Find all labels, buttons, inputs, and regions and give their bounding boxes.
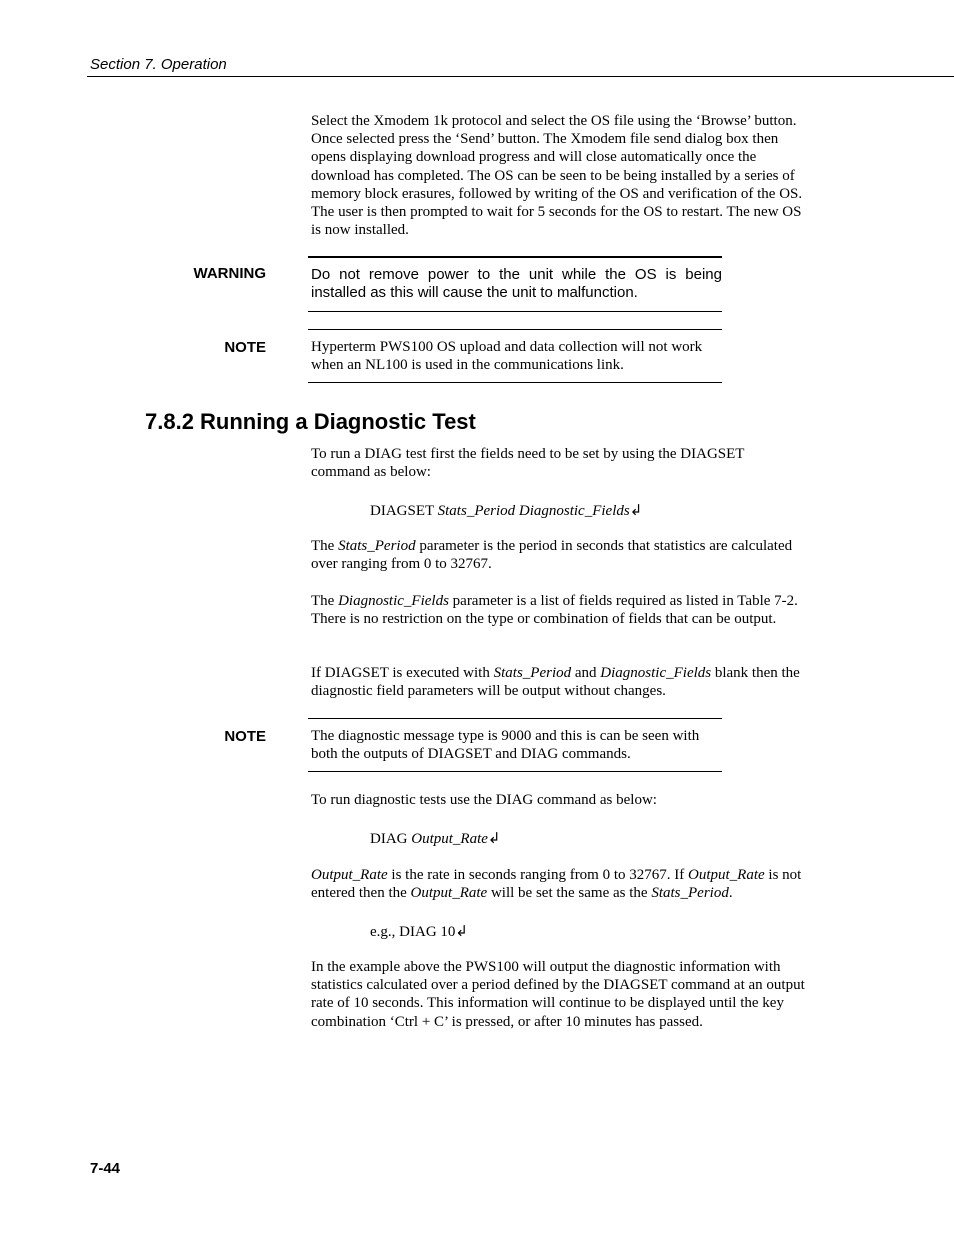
- text-run: parameter is a list of fields required as listed in Table 7-2. There is no restriction on the type or combination of fields that can be output.: [311, 593, 798, 628]
- running-header: Section 7. Operation: [90, 56, 227, 73]
- diagset-intro-text: To run a DIAG test first the fields need to be set by using the DIAGSET command as below:: [311, 446, 745, 481]
- text-run: parameter is the period in seconds that statistics are calculated over ranging from 0 to 32767.: [311, 538, 793, 573]
- command-name: DIAGSET: [370, 503, 438, 519]
- enter-icon: ↲: [629, 503, 643, 519]
- command-name: DIAG: [370, 831, 412, 847]
- note-label: NOTE: [224, 339, 266, 356]
- text-run: .: [728, 885, 733, 902]
- note-label: NOTE: [224, 728, 266, 745]
- diag-command: [370, 829, 500, 848]
- page-number: 7-44: [90, 1160, 121, 1177]
- warning-label: WARNING: [193, 265, 266, 282]
- command-args: Output_Rate: [411, 831, 488, 847]
- intro-text: Select the Xmodem 1k protocol and select the OS file using the ‘Browse’ button. Once selected press the ‘Send’ button. The Xmodem file send dialog box then opens displaying download progress and will close automatically once the download has completed. The OS can be seen to be being installed by a series of memory block erasures, followed by writing of the OS and verification of the OS. The user is then prompted to wait for 5 seconds for the OS to restart. The new OS is now installed.: [311, 113, 803, 239]
- note-text: Hyperterm PWS100 OS upload and data collection will not work when an NL100 is used in the communications link.: [311, 339, 703, 374]
- term: Output_Rate: [688, 867, 765, 883]
- text-run: and: [571, 665, 601, 681]
- blank-params-paragraph: [311, 664, 806, 700]
- text-run: The: [311, 538, 339, 554]
- text-run: is the rate in seconds ranging from 0 to 32767. If: [387, 867, 689, 883]
- term: Stats_Period: [338, 538, 416, 554]
- diag-intro-text: To run diagnostic tests use the DIAG command as below:: [311, 792, 657, 808]
- warning-text: Do not remove power to the unit while the OS is being installed as this will cause the unit to malfunction.: [311, 266, 722, 301]
- term: Diagnostic_Fields: [338, 593, 449, 609]
- example-text: e.g., DIAG 10: [370, 924, 456, 940]
- example-command: [370, 922, 468, 941]
- text-run: will be set the same as the: [487, 885, 652, 902]
- header-rule: [87, 76, 954, 77]
- term: Output_Rate: [311, 867, 388, 883]
- text-run: The: [311, 593, 339, 609]
- term: Stats_Period: [651, 885, 729, 902]
- example-paragraph: [311, 958, 806, 1031]
- note-box: [308, 718, 722, 772]
- section-heading: 7.8.2 Running a Diagnostic Test: [145, 409, 476, 434]
- text-run: If DIAGSET is executed with: [311, 665, 494, 681]
- command-args: Stats_Period Diagnostic_Fields: [437, 503, 630, 519]
- term: Stats_Period: [493, 665, 572, 681]
- note-box: [308, 329, 722, 383]
- diagnostic-fields-paragraph: [311, 592, 806, 628]
- enter-icon: ↲: [487, 831, 501, 847]
- term: Output_Rate: [410, 885, 488, 902]
- text-run: is not entered then the: [311, 867, 802, 902]
- enter-icon: ↲: [455, 924, 468, 940]
- note-text: The diagnostic message type is 9000 and this is can be seen with both the outputs of DIAGSET and DIAG commands.: [311, 728, 700, 763]
- text-run: blank then the diagnostic field parameters will be output without changes.: [311, 665, 800, 700]
- intro-diagset-paragraph: [311, 445, 806, 481]
- diag-intro-paragraph: [311, 791, 806, 809]
- diagset-command: [370, 501, 642, 520]
- output-rate-paragraph: [311, 866, 806, 902]
- example-explanation: In the example above the PWS100 will output the diagnostic information with statistics calculated over a period defined by the DIAGSET command at an output rate of 10 seconds. This information will continue to be displayed until the key combination ‘Ctrl + C’ is pressed, or after 10 minutes has passed.: [311, 959, 805, 1030]
- stats-period-paragraph: [311, 537, 806, 573]
- warning-box: [308, 256, 722, 312]
- intro-paragraph: [311, 112, 806, 239]
- term: Diagnostic_Fields: [600, 665, 712, 681]
